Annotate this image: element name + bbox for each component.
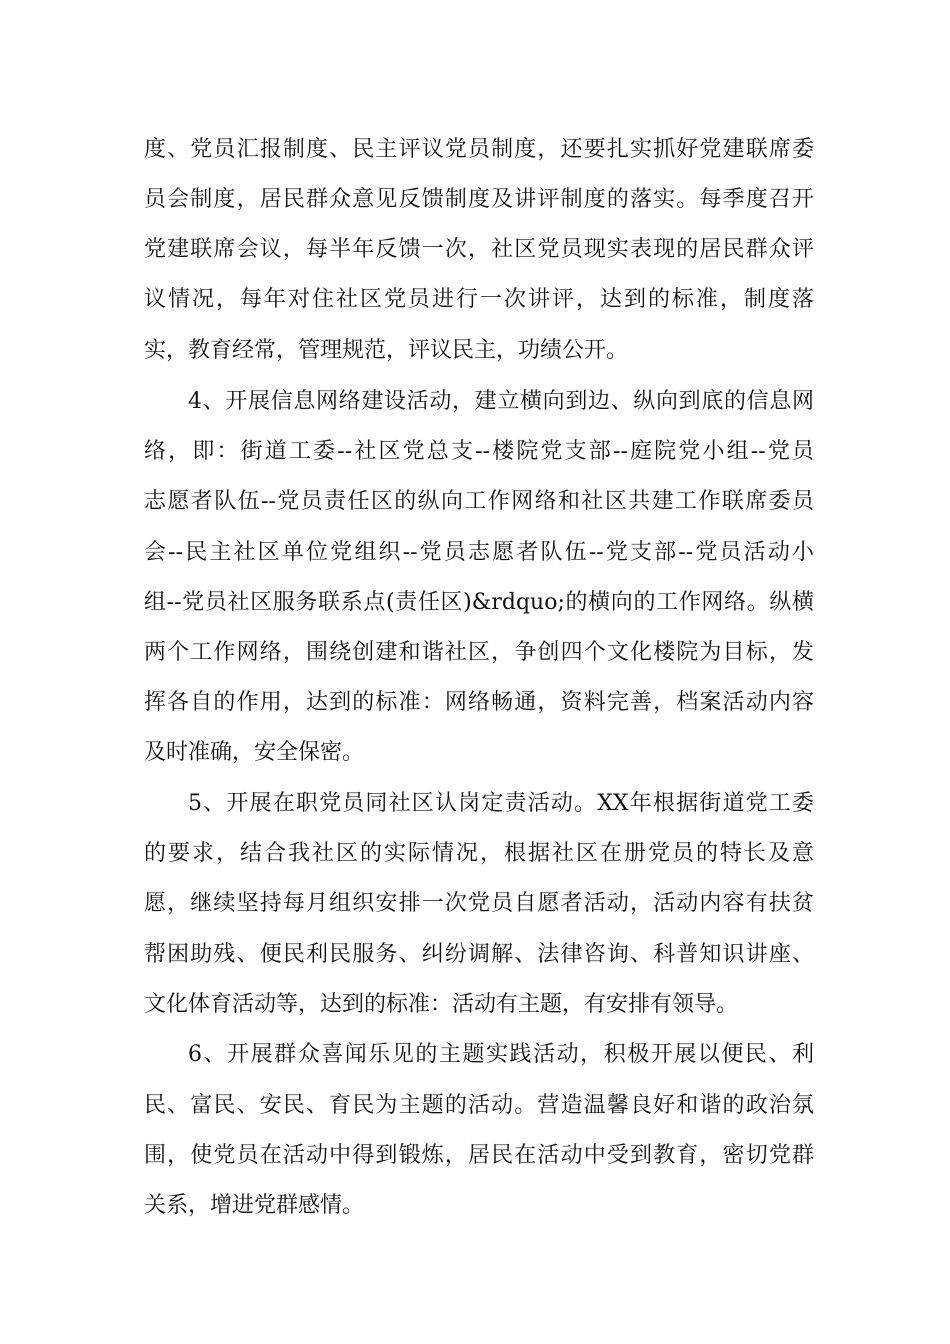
paragraph-3-line-4: 帮困助残、便民利民服务、纠纷调解、法律咨询、科普知识讲座、 <box>144 942 814 967</box>
paragraph-3-line-1: 5、开展在职党员同社区认岗定责活动。XX年根据街道党工委 <box>188 791 814 816</box>
paragraph-3-line-2: 的要求，结合我社区的实际情况，根据社区在册党员的特长及意 <box>144 841 814 866</box>
paragraph-1-line-1: 度、党员汇报制度、民主评议党员制度，还要扎实抓好党建联席委 <box>144 137 814 162</box>
paragraph-1-line-3: 党建联席会议，每半年反馈一次，社区党员现实表现的居民群众评 <box>144 237 814 262</box>
paragraph-2-line-4: 会--民主社区单位党组织--党员志愿者队伍--党支部--党员活动小 <box>144 540 814 565</box>
paragraph-1-line-4: 议情况，每年对住社区党员进行一次讲评，达到的标准，制度落 <box>144 287 814 312</box>
paragraph-2-line-2: 络，即：街道工委--社区党总支--楼院党支部--庭院党小组--党员 <box>144 439 814 464</box>
paragraph-2-line-8: 及时准确，安全保密。 <box>144 740 365 765</box>
paragraph-4-line-4: 关系，增进党群感情。 <box>144 1193 365 1218</box>
paragraph-4-line-2: 民、富民、安民、育民为主题的活动。营造温馨良好和谐的政治氛 <box>144 1093 814 1118</box>
paragraph-2-line-5: 组--党员社区服务联系点(责任区)&rdquo;的横向的工作网络。纵横 <box>144 590 814 615</box>
paragraph-2-line-6: 两个工作网络，围绕创建和谐社区，争创四个文化楼院为目标，发 <box>144 640 814 665</box>
paragraph-3-line-5: 文化体育活动等，达到的标准：活动有主题，有安排有领导。 <box>144 992 739 1017</box>
paragraph-2-line-1: 4、开展信息网络建设活动，建立横向到边、纵向到底的信息网 <box>188 389 814 414</box>
paragraph-3-line-3: 愿，继续坚持每月组织安排一次党员自愿者活动，活动内容有扶贫 <box>144 891 814 916</box>
paragraph-2-line-3: 志愿者队伍--党员责任区的纵向工作网络和社区共建工作联席委员 <box>144 489 814 514</box>
paragraph-4-line-3: 围，使党员在活动中得到锻炼，居民在活动中受到教育，密切党群 <box>144 1143 814 1168</box>
paragraph-1-line-5: 实，教育经常，管理规范，评议民主，功绩公开。 <box>144 338 629 363</box>
paragraph-2-line-7: 挥各自的作用，达到的标准：网络畅通，资料完善，档案活动内容 <box>144 690 814 715</box>
paragraph-1-line-2: 员会制度，居民群众意见反馈制度及讲评制度的落实。每季度召开 <box>144 187 814 212</box>
paragraph-4-line-1: 6、开展群众喜闻乐见的主题实践活动，积极开展以便民、利 <box>188 1042 814 1067</box>
